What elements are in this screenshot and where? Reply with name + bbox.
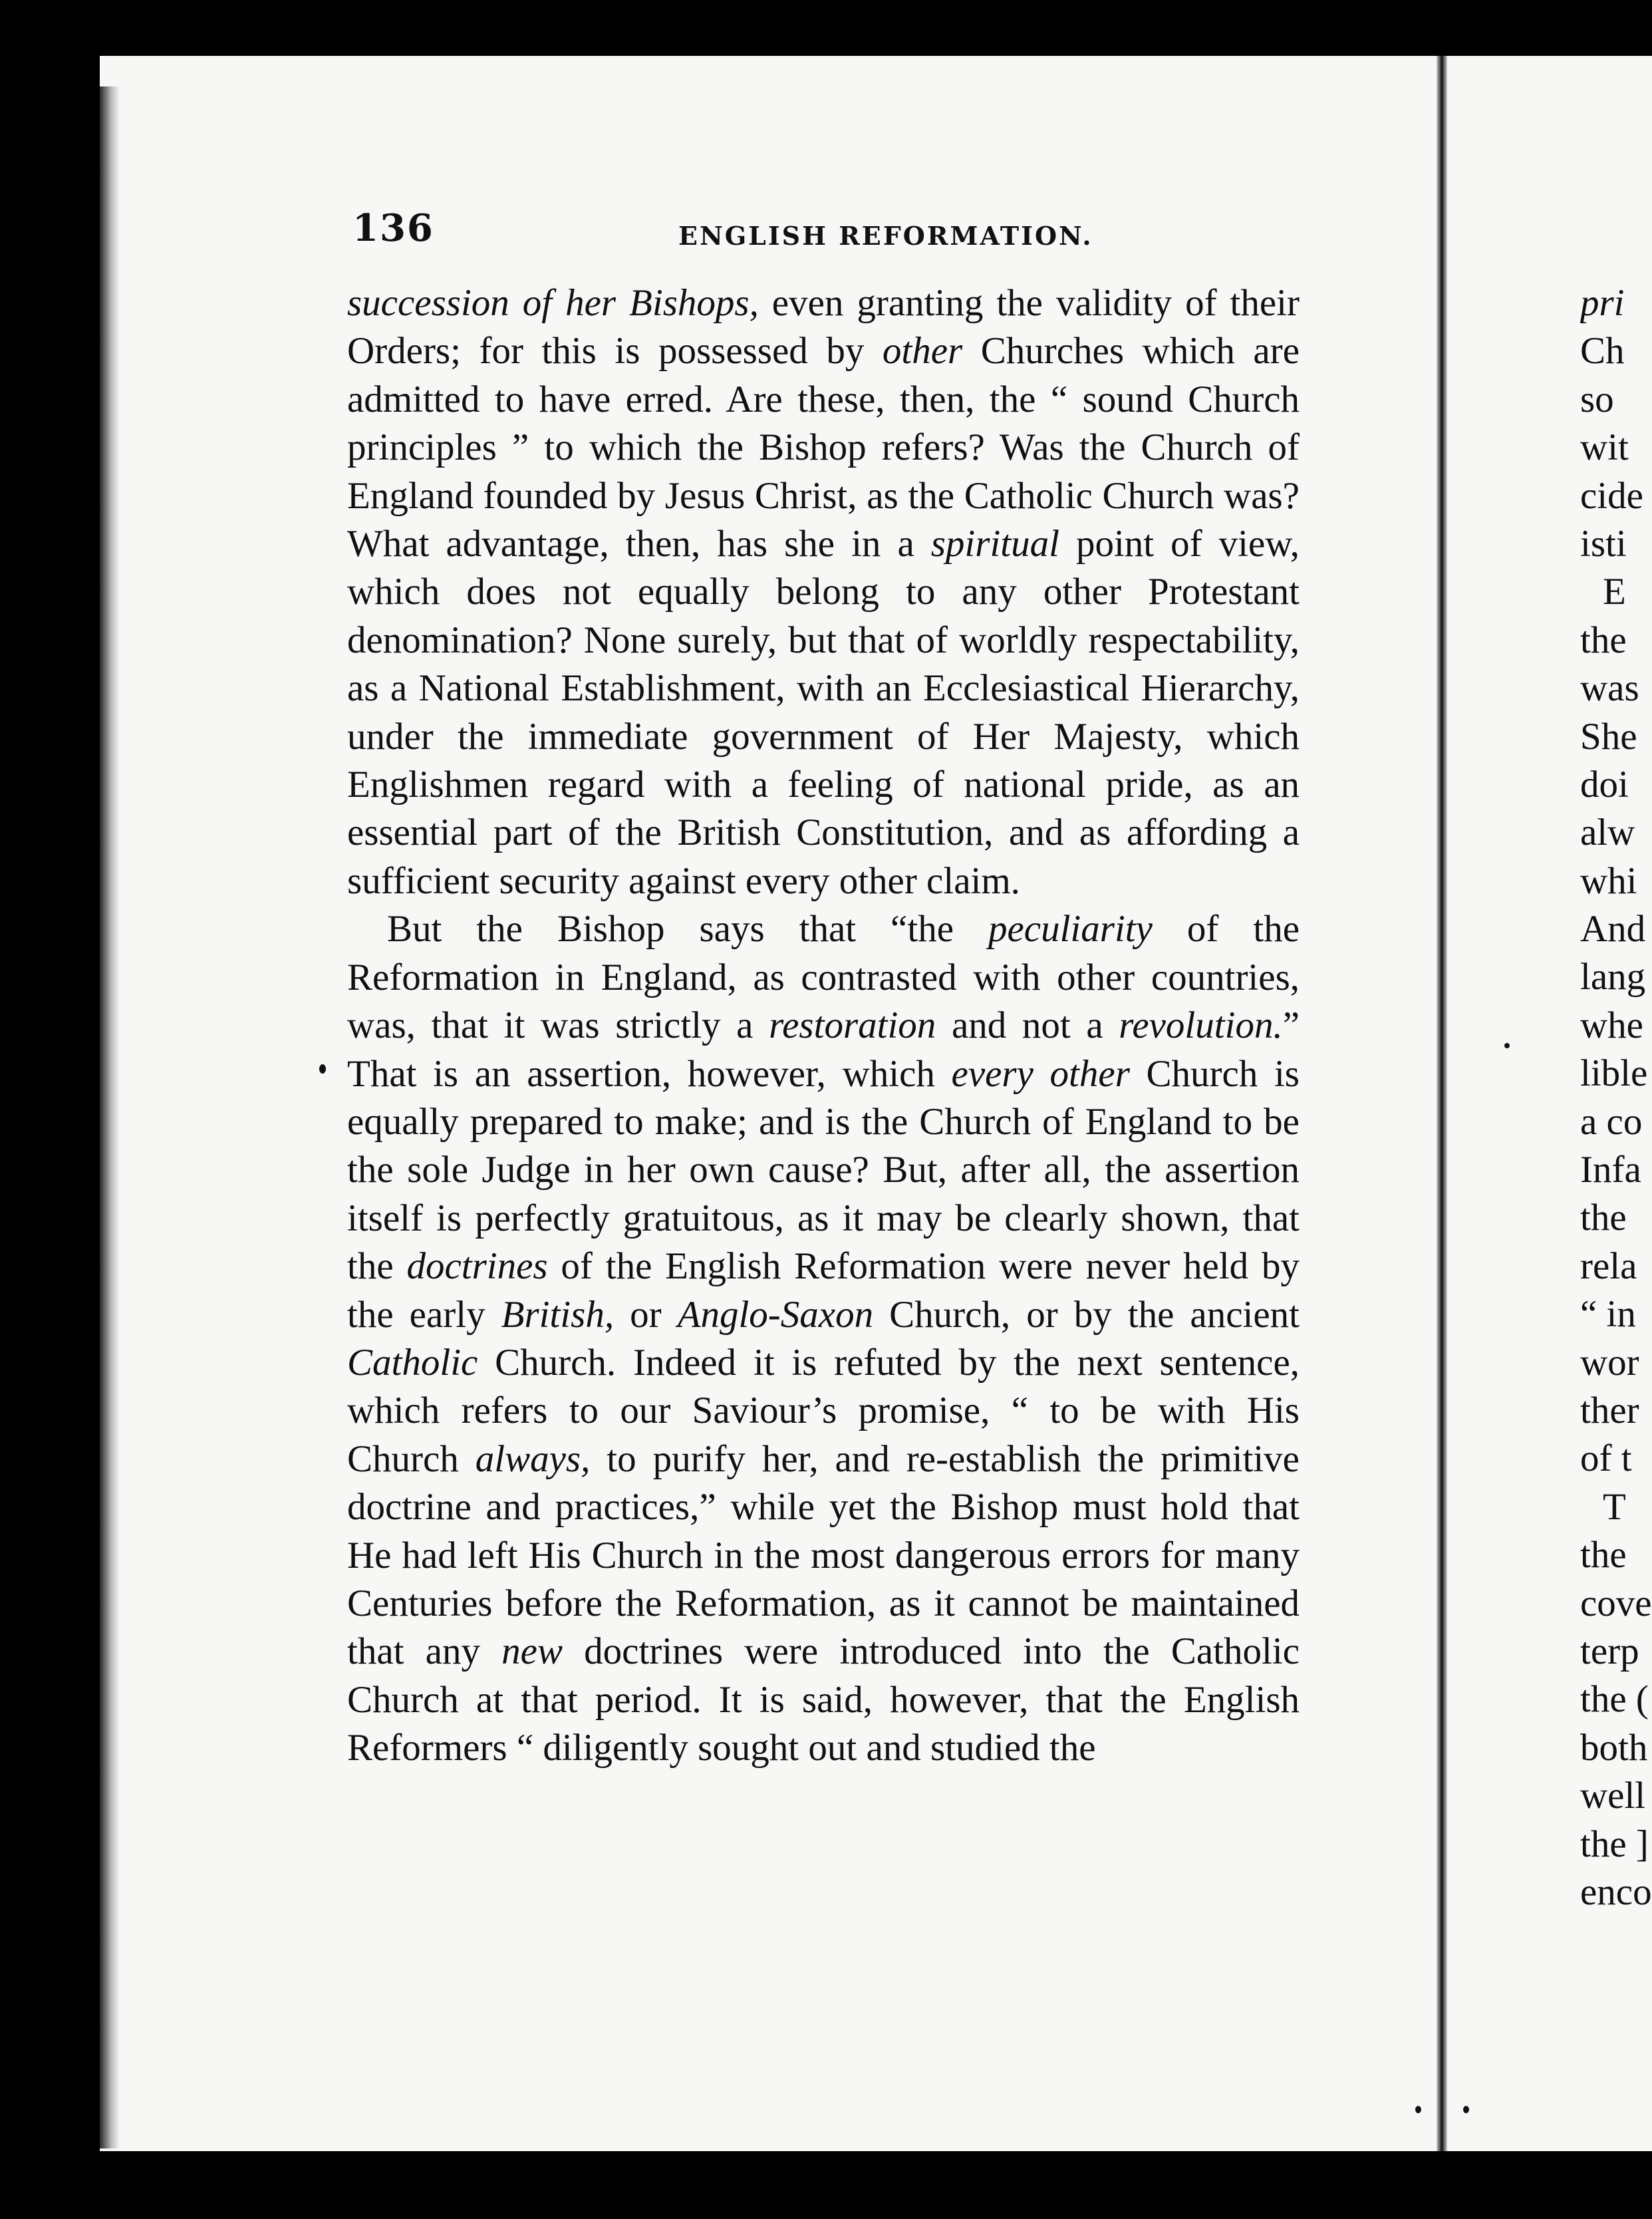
italic-phrase: restoration <box>769 1004 936 1047</box>
right-page-line: “ in <box>1580 1293 1636 1336</box>
running-head <box>352 206 1297 259</box>
right-page-line: of t <box>1580 1437 1632 1480</box>
text-run: point of view, which does not equally belong to any other Protestant denomination? None surely, but that of worldly respectability, as a National Establishment, with an Ecclesiastical Hierarchy, under the immediate government of Her Majesty, which Englishmen regard with a feeling of national pride, as an essential part of the British Constitution, and as affording a sufficient security against every other claim. <box>347 523 1300 902</box>
book-gutter <box>1437 56 1447 2151</box>
right-page-line: ther <box>1580 1389 1639 1431</box>
right-page-line: Infa <box>1580 1149 1641 1191</box>
paragraph <box>347 905 1300 1772</box>
text-run: of the English Reformation were never held by the early <box>347 1245 1300 1336</box>
italic-phrase: other <box>882 330 963 372</box>
right-page-line: the ( <box>1580 1678 1649 1721</box>
right-page-line: lible <box>1580 1052 1648 1095</box>
text-run: Church is equally prepared to make; and is the Church of England to be the sole Judge in her own cause? But, after all, the assertion itself is perfectly gratuitous, as it may be clearly shown, that the <box>347 1052 1300 1288</box>
scan-speck <box>1504 1043 1510 1048</box>
paragraph <box>347 279 1300 905</box>
italic-phrase: spiritual <box>930 523 1059 565</box>
right-page-line: terp <box>1580 1630 1639 1672</box>
right-page-line: the <box>1580 1534 1627 1576</box>
scan-speck <box>1463 2106 1469 2113</box>
italic-phrase: Anglo-Saxon <box>677 1293 874 1336</box>
body-text <box>347 279 1300 1773</box>
right-page-line: whi <box>1580 859 1637 902</box>
text-run: But the Bishop says that “the <box>387 908 988 951</box>
right-page-line: alw <box>1580 812 1635 854</box>
right-page-line: And <box>1580 908 1646 951</box>
right-page-line: lang <box>1580 956 1646 998</box>
italic-phrase: every other <box>951 1052 1130 1095</box>
italic-phrase: new <box>501 1630 563 1673</box>
text-run: ” That is an assertion, however, which <box>347 1004 1300 1095</box>
scan-speck <box>1415 2106 1421 2113</box>
right-page-line: pri <box>1580 282 1625 324</box>
italic-phrase: revolution. <box>1119 1004 1283 1047</box>
right-page-line: cove <box>1580 1582 1652 1624</box>
italic-phrase: peculiarity <box>988 908 1153 951</box>
italic-phrase: British, <box>501 1293 615 1336</box>
text-run: Church. Indeed it is refuted by the next sentence, which refers to our Saviour’s promise, “ to be with His Church <box>347 1341 1300 1480</box>
right-page-cut-text <box>1580 279 1652 1916</box>
right-page-line: isti <box>1580 522 1627 565</box>
right-page-line: the ] <box>1580 1823 1649 1865</box>
right-page-line: was <box>1580 667 1639 710</box>
right-page-line: cide <box>1580 474 1643 517</box>
right-page-line: E <box>1603 571 1626 613</box>
right-page-line: both <box>1580 1726 1648 1769</box>
right-page-line: She <box>1580 715 1637 758</box>
page-edge-shadow <box>100 86 120 2148</box>
italic-phrase: doctrines <box>406 1245 548 1288</box>
right-page-line: enco <box>1580 1870 1652 1913</box>
text-run: Churches which are admitted to have erred. Are these, then, the “ sound Church principles ” to which the Bishop refers? Was the Church of England founded by Jesus Christ, as the Catholic Church was? What advantage, then, has she in a <box>347 330 1300 565</box>
text-run: Church, or by the ancient <box>873 1293 1300 1336</box>
text-run: doctrines were introduced into the Catholic Church at that period. It is said, however, that the English Reformers “ diligently sought out and studied the <box>347 1630 1300 1769</box>
right-page-line: so <box>1580 378 1614 420</box>
text-run: and not a <box>936 1004 1119 1047</box>
italic-phrase: always, <box>475 1437 591 1480</box>
right-page-line: wit <box>1580 426 1629 469</box>
right-page-line: Ch <box>1580 330 1625 372</box>
right-page-line: the <box>1580 619 1627 661</box>
scan-speck <box>319 1064 326 1074</box>
right-page-line: doi <box>1580 763 1629 806</box>
italic-phrase: succession of her Bishops, <box>347 282 759 324</box>
right-page-line: the <box>1580 1197 1627 1239</box>
right-page-line: T <box>1603 1485 1626 1528</box>
right-page-line: rela <box>1580 1245 1637 1287</box>
right-page-line: whe <box>1580 1004 1643 1046</box>
right-page-line: wor <box>1580 1341 1639 1384</box>
text-run: to purify her, and re-establish the primitive doctrine and practices,” while yet the Bishop must hold that He had left His Church in the most dangerous errors for many Centuries before the Reformation, as it cannot be maintained that any <box>347 1437 1300 1673</box>
italic-phrase: Catholic <box>347 1341 478 1384</box>
text-run: even granting the validity of their Orders; for this is possessed by <box>347 282 1300 372</box>
text-run: of the Reformation in England, as contrasted with other countries, was, that it was strictly a <box>347 908 1300 1047</box>
running-title: ENGLISH REFORMATION. <box>678 221 1093 251</box>
right-page-line: a co <box>1580 1100 1643 1143</box>
text-run: or <box>614 1293 678 1336</box>
right-page-line: well <box>1580 1775 1646 1817</box>
page-number: 136 <box>352 206 434 250</box>
